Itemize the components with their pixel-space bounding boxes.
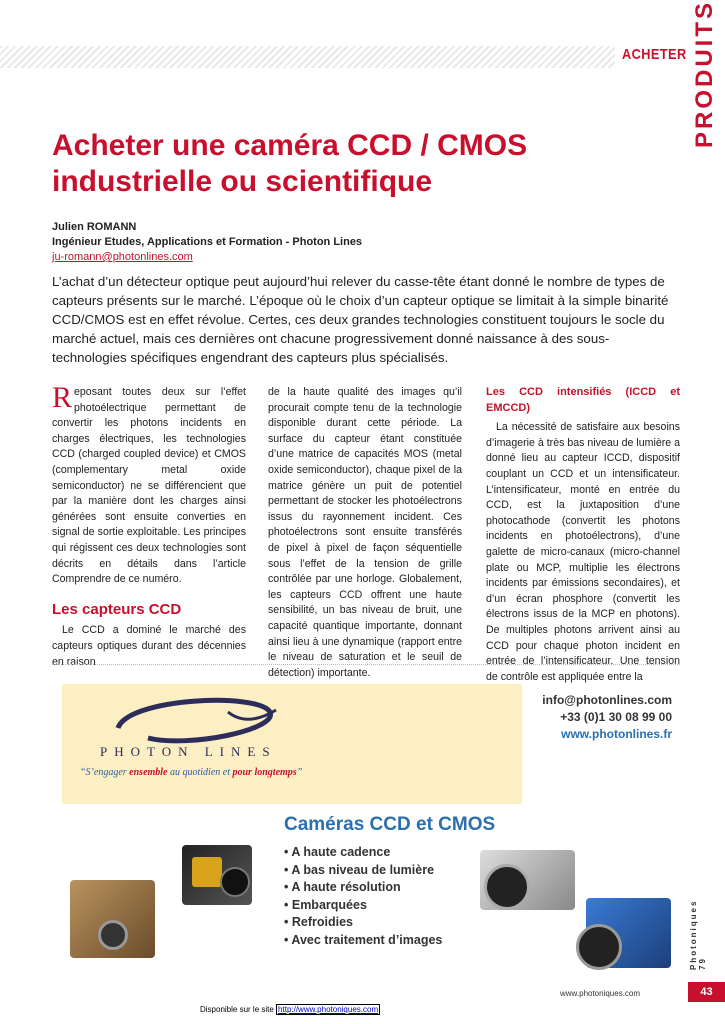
article-lead: L’achat d’un détecteur optique peut aujourd’hui relever du casse-tête étant donné le nombre de types de capteurs présents sur le marché. L’époque où le choix d’un capteur optique se limitait à la simple binarité CCD/CMOS est en effet révolue. Certes, ces deux grandes technologies constituent toujours le socle du marché actuel, mais ces dernières ont chacune progressivement donné naissance à des sous-technologies spécifiques engendrant des capteurs plus spécialisés. [52, 274, 669, 365]
column-1 [52, 381, 246, 670]
author-role: Ingénieur Etudes, Applications et Formation - Photon Lines [52, 236, 363, 248]
author-name: Julien ROMANN [52, 221, 137, 233]
photon-lines-logo-text: PHOTON LINES [100, 744, 277, 759]
photon-lines-logo-icon [108, 690, 278, 750]
column-3 [486, 385, 680, 685]
ad-feature-list [284, 844, 442, 949]
page-number: 43 [688, 982, 725, 1002]
side-label-text: PRODUITS [690, 0, 718, 149]
ad-divider [52, 664, 680, 665]
ad-email-link[interactable]: info@photonlines.com [542, 693, 672, 707]
ad-tagline: “S’engager ensemble au quotidien et pour longtemps” [80, 767, 303, 778]
column-1-paragraph-2: Le CCD a dominé le marché des capteurs optiques durant des décennies en raison [52, 624, 246, 668]
section-tag: ACHETER [622, 46, 687, 63]
camera-image [480, 850, 575, 910]
availability-note: Disponible sur le site http://www.photoniques.com [200, 1005, 379, 1014]
ad-feature: • A bas niveau de lumière [284, 862, 442, 880]
ad-website-link[interactable]: www.photonlines.fr [561, 727, 672, 741]
column-1-paragraph-1: eposant toutes deux sur l’effet photoélectrique permettant de convertir les photons incidents en charges électriques, les technologies CCD (charged coupled device) et CMOS (complementary metal oxide semiconductor) ne se différencient que par la manière dont les charges ainsi générées sont ensuite converties en signal de sortie exploitable. Les principes qui régissent ces deux technologies sont décrits en détails dans l’article Comprendre de ce numéro. [52, 386, 246, 586]
column-3-paragraph-1: La nécessité de satisfaire aux besoins d’imagerie à très bas niveau de lumière a donné lieu au capteur ICCD, dispositif couplant un CCD et un intensificateur. L’intensificateur, monté en entrée du CCD, est la juxtaposition d’une photocathode (convertit les photons incidents en photoélectrons), d’une galette de micro-canaux (micro-channel plate ou MCP, multiplie les électrons incidents par émissions secondaires), et d’un écran phosphore (convertit les électrons issus de la MCP en photons). De multiples photons arrivent ainsi au CCD pour chaque photon incident en entrée de l’intensificateur. Une tension de contrôle est appliquée entre la [486, 421, 680, 683]
availability-link[interactable]: http://www.photoniques.com [278, 1005, 379, 1014]
heading-iccd: Les CCD intensifiés (ICCD et EMCCD) [486, 386, 680, 414]
ad-feature: • A haute résolution [284, 879, 442, 897]
heading-ccd: Les capteurs CCD [52, 600, 182, 618]
ad-contact [522, 692, 672, 743]
camera-image [70, 880, 155, 958]
ad-feature: • Refroidies [284, 914, 442, 932]
ad-phone: +33 (0)1 30 08 99 00 [560, 710, 672, 724]
journal-label: Photoniques 79 [689, 899, 707, 970]
ad-feature: • Avec traitement d’images [284, 932, 442, 950]
drop-cap: R [52, 381, 73, 414]
author-block [52, 220, 362, 265]
header-hatch-band [0, 46, 615, 68]
side-label [684, 0, 725, 195]
article-title: Acheter une caméra CCD / CMOS industrielle ou scientifique [52, 129, 528, 198]
ad-heading: Caméras CCD et CMOS [284, 814, 496, 835]
author-email-link[interactable]: ju-romann@photonlines.com [52, 251, 193, 263]
footer-site: www.photoniques.com [560, 989, 641, 998]
camera-image [182, 845, 252, 905]
ad-feature: • Embarquées [284, 897, 442, 915]
ad-feature: • A haute cadence [284, 844, 442, 862]
camera-image [586, 898, 671, 968]
column-2 [268, 385, 462, 681]
column-2-paragraph-1: de la haute qualité des images qu’il procurait compte tenu de la technologie disponible durant cette période. La surface du capteur étant constituée d’une matrice de capacités MOS (metal oxide semiconductor), chaque pixel de la matrice génère un puit de potentiel permettant de stocker les photoélectrons issus du rayonnement incident. Ces photoélectrons sont ensuite transférés de pixel à pixel de façon séquentielle sous l’effet de la tension de grille contrôlée par une horloge. Globalement, les capteurs CCD offrent une haute sensibilité, un bas niveau de bruit, une capacité quantique importante, donnant ainsi lieu à une dynamique (rapport entre le niveau de saturation et le seuil de détection) importante. [268, 386, 462, 679]
